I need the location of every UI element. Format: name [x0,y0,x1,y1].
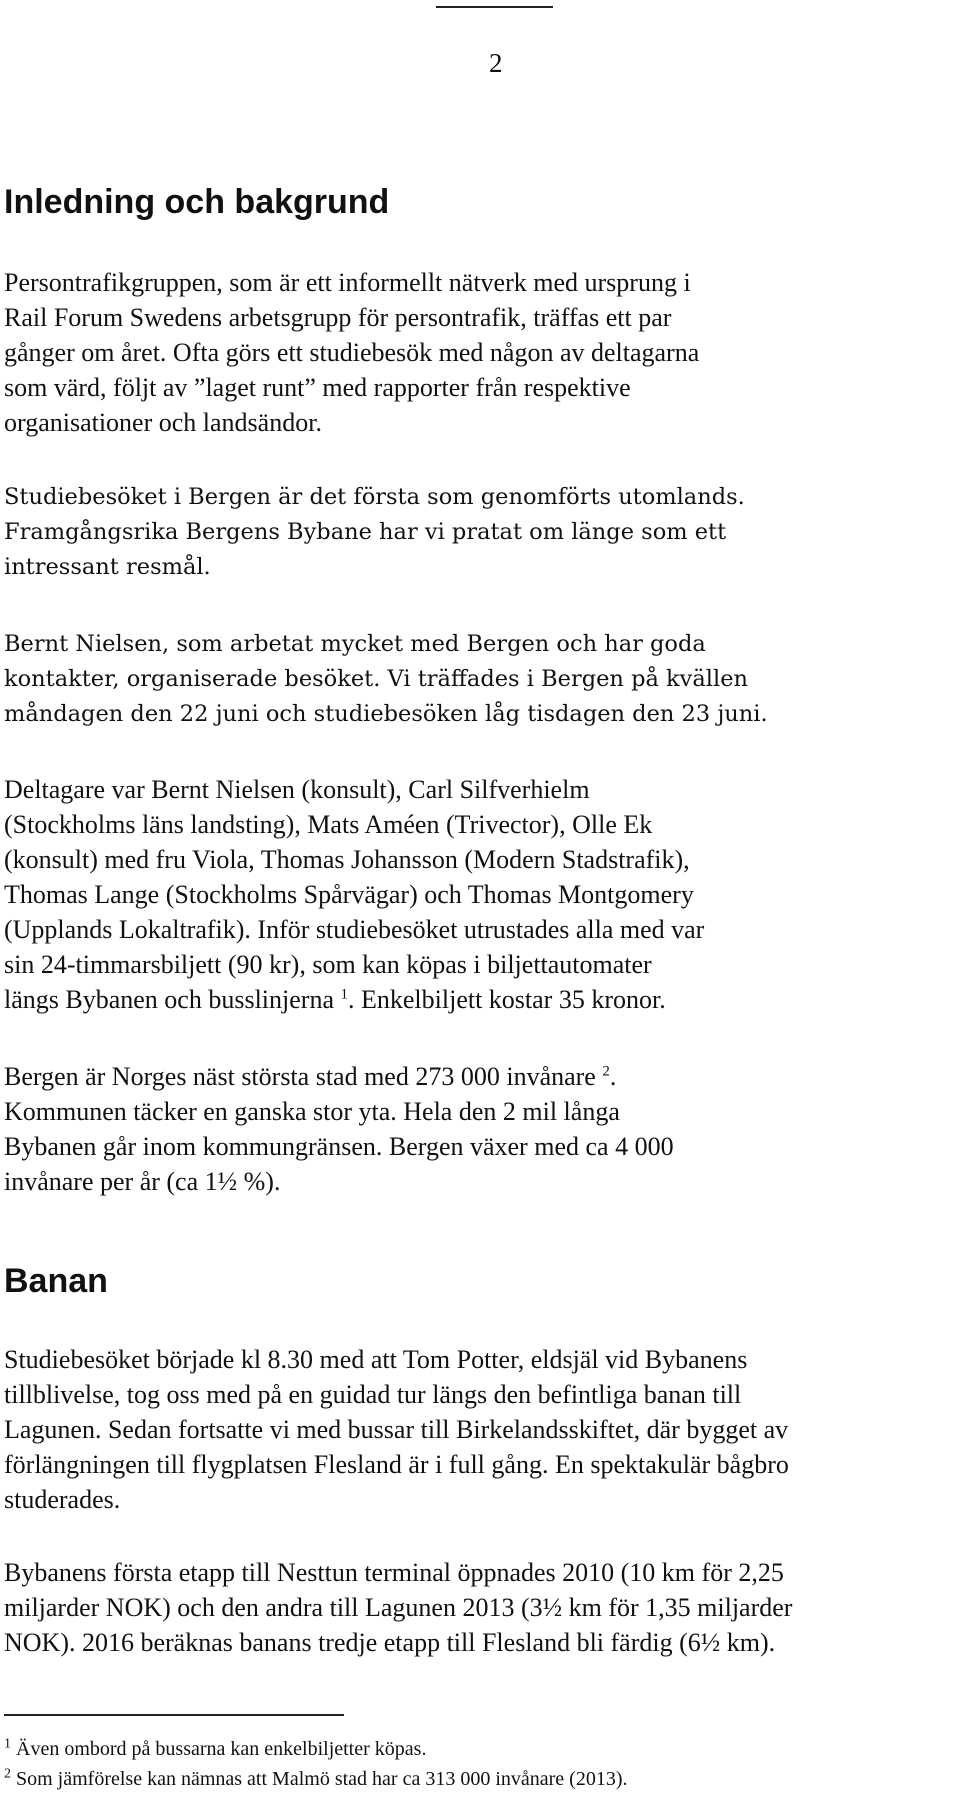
footnote-1 [4,1737,426,1761]
text-line: Bybanen går inom kommungränsen. Bergen växer med ca 4 000 [4,1132,674,1161]
paragraph-studiebesoket [4,480,745,585]
footnote-ref-1: 1 [340,986,348,1003]
text-line: (konsult) med fru Viola, Thomas Johansson (Modern Stadstrafik), [4,845,690,874]
text-line: (Upplands Lokaltrafik). Inför studiebesöket utrustades alla med var [4,915,705,944]
footnote-number: 1 [4,1736,11,1752]
footnote-number: 2 [4,1766,11,1782]
text-line: sin 24-timmarsbiljett (90 kr), som kan köpas i biljettautomater [4,950,652,979]
top-rule [436,6,553,8]
text-line: Studiebesöket i Bergen är det första som genomförts utomlands. [4,484,745,510]
text-line: Rail Forum Swedens arbetsgrupp för persontrafik, träffas ett par [4,303,672,332]
text-line: invånare per år (ca 1½ %). [4,1167,281,1196]
text-segment: . Enkelbiljett kostar 35 kronor. [348,985,666,1014]
paragraph-bernt-nielsen [4,627,768,732]
text-line: studerades. [4,1485,121,1514]
text-segment: . [609,1062,617,1091]
text-line: NOK). 2016 beräknas banans tredje etapp till Flesland bli färdig (6½ km). [4,1628,776,1657]
paragraph-bybanens-etapper [4,1555,792,1660]
text-line: Kommunen täcker en ganska stor yta. Hela den 2 mil långa [4,1097,620,1126]
paragraph-bergen [4,1059,674,1199]
text-line-with-footnote-ref [4,982,704,1017]
text-line: Thomas Lange (Stockholms Spårvägar) och Thomas Montgomery [4,880,694,909]
text-line: tillblivelse, tog oss med på en guidad tur längs den befintliga banan till [4,1380,742,1409]
text-line: gånger om året. Ofta görs ett studiebesök med någon av deltagarna [4,338,700,367]
paragraph-studiebesoket-borjade [4,1342,789,1517]
text-line: kontakter, organiserade besöket. Vi träffades i Bergen på kvällen [4,666,748,692]
text-line: Bybanens första etapp till Nesttun terminal öppnades 2010 (10 km för 2,25 [4,1558,784,1587]
paragraph-intro [4,265,699,440]
text-line-with-footnote-ref [4,1059,674,1094]
text-line: Framgångsrika Bergens Bybane har vi pratat om länge som ett [4,519,727,545]
text-line: måndagen den 22 juni och studiebesöken låg tisdagen den 23 juni. [4,701,768,727]
text-line: Studiebesöket började kl 8.30 med att Tom Potter, eldsjäl vid Bybanens [4,1345,748,1374]
text-segment: längs Bybanen och busslinjerna [4,985,341,1014]
text-line: Lagunen. Sedan fortsatte vi med bussar till Birkelandsskiftet, där bygget av [4,1415,789,1444]
footnote-ref-2: 2 [602,1063,610,1080]
footnote-separator [4,1714,344,1716]
section-heading-inledning: Inledning och bakgrund [4,183,390,221]
text-line: Deltagare var Bernt Nielsen (konsult), Carl Silfverhielm [4,775,590,804]
text-line: Bernt Nielsen, som arbetat mycket med Bergen och har goda [4,631,706,657]
footnote-text: Som jämförelse kan nämnas att Malmö stad har ca 313 000 invånare (2013). [11,1768,628,1790]
text-line: (Stockholms läns landsting), Mats Améen (Trivector), Olle Ek [4,810,653,839]
text-line: förlängningen till flygplatsen Flesland är i full gång. En spektakulär bågbro [4,1450,789,1479]
paragraph-deltagare [4,772,704,1017]
text-segment: Bergen är Norges näst största stad med 273 000 invånare [4,1062,603,1091]
footnote-text: Även ombord på bussarna kan enkelbiljetter köpas. [11,1738,427,1760]
text-line: som värd, följt av ”laget runt” med rapporter från respektive [4,373,631,402]
page-number: 2 [489,48,503,78]
text-line: miljarder NOK) och den andra till Lagunen 2013 (3½ km för 1,35 miljarder [4,1593,793,1622]
footnote-2 [4,1767,628,1791]
text-line: Persontrafikgruppen, som är ett informellt nätverk med ursprung i [4,268,691,297]
section-heading-banan: Banan [4,1262,108,1300]
text-line: organisationer och landsändor. [4,408,322,437]
text-line: intressant resmål. [4,554,211,580]
